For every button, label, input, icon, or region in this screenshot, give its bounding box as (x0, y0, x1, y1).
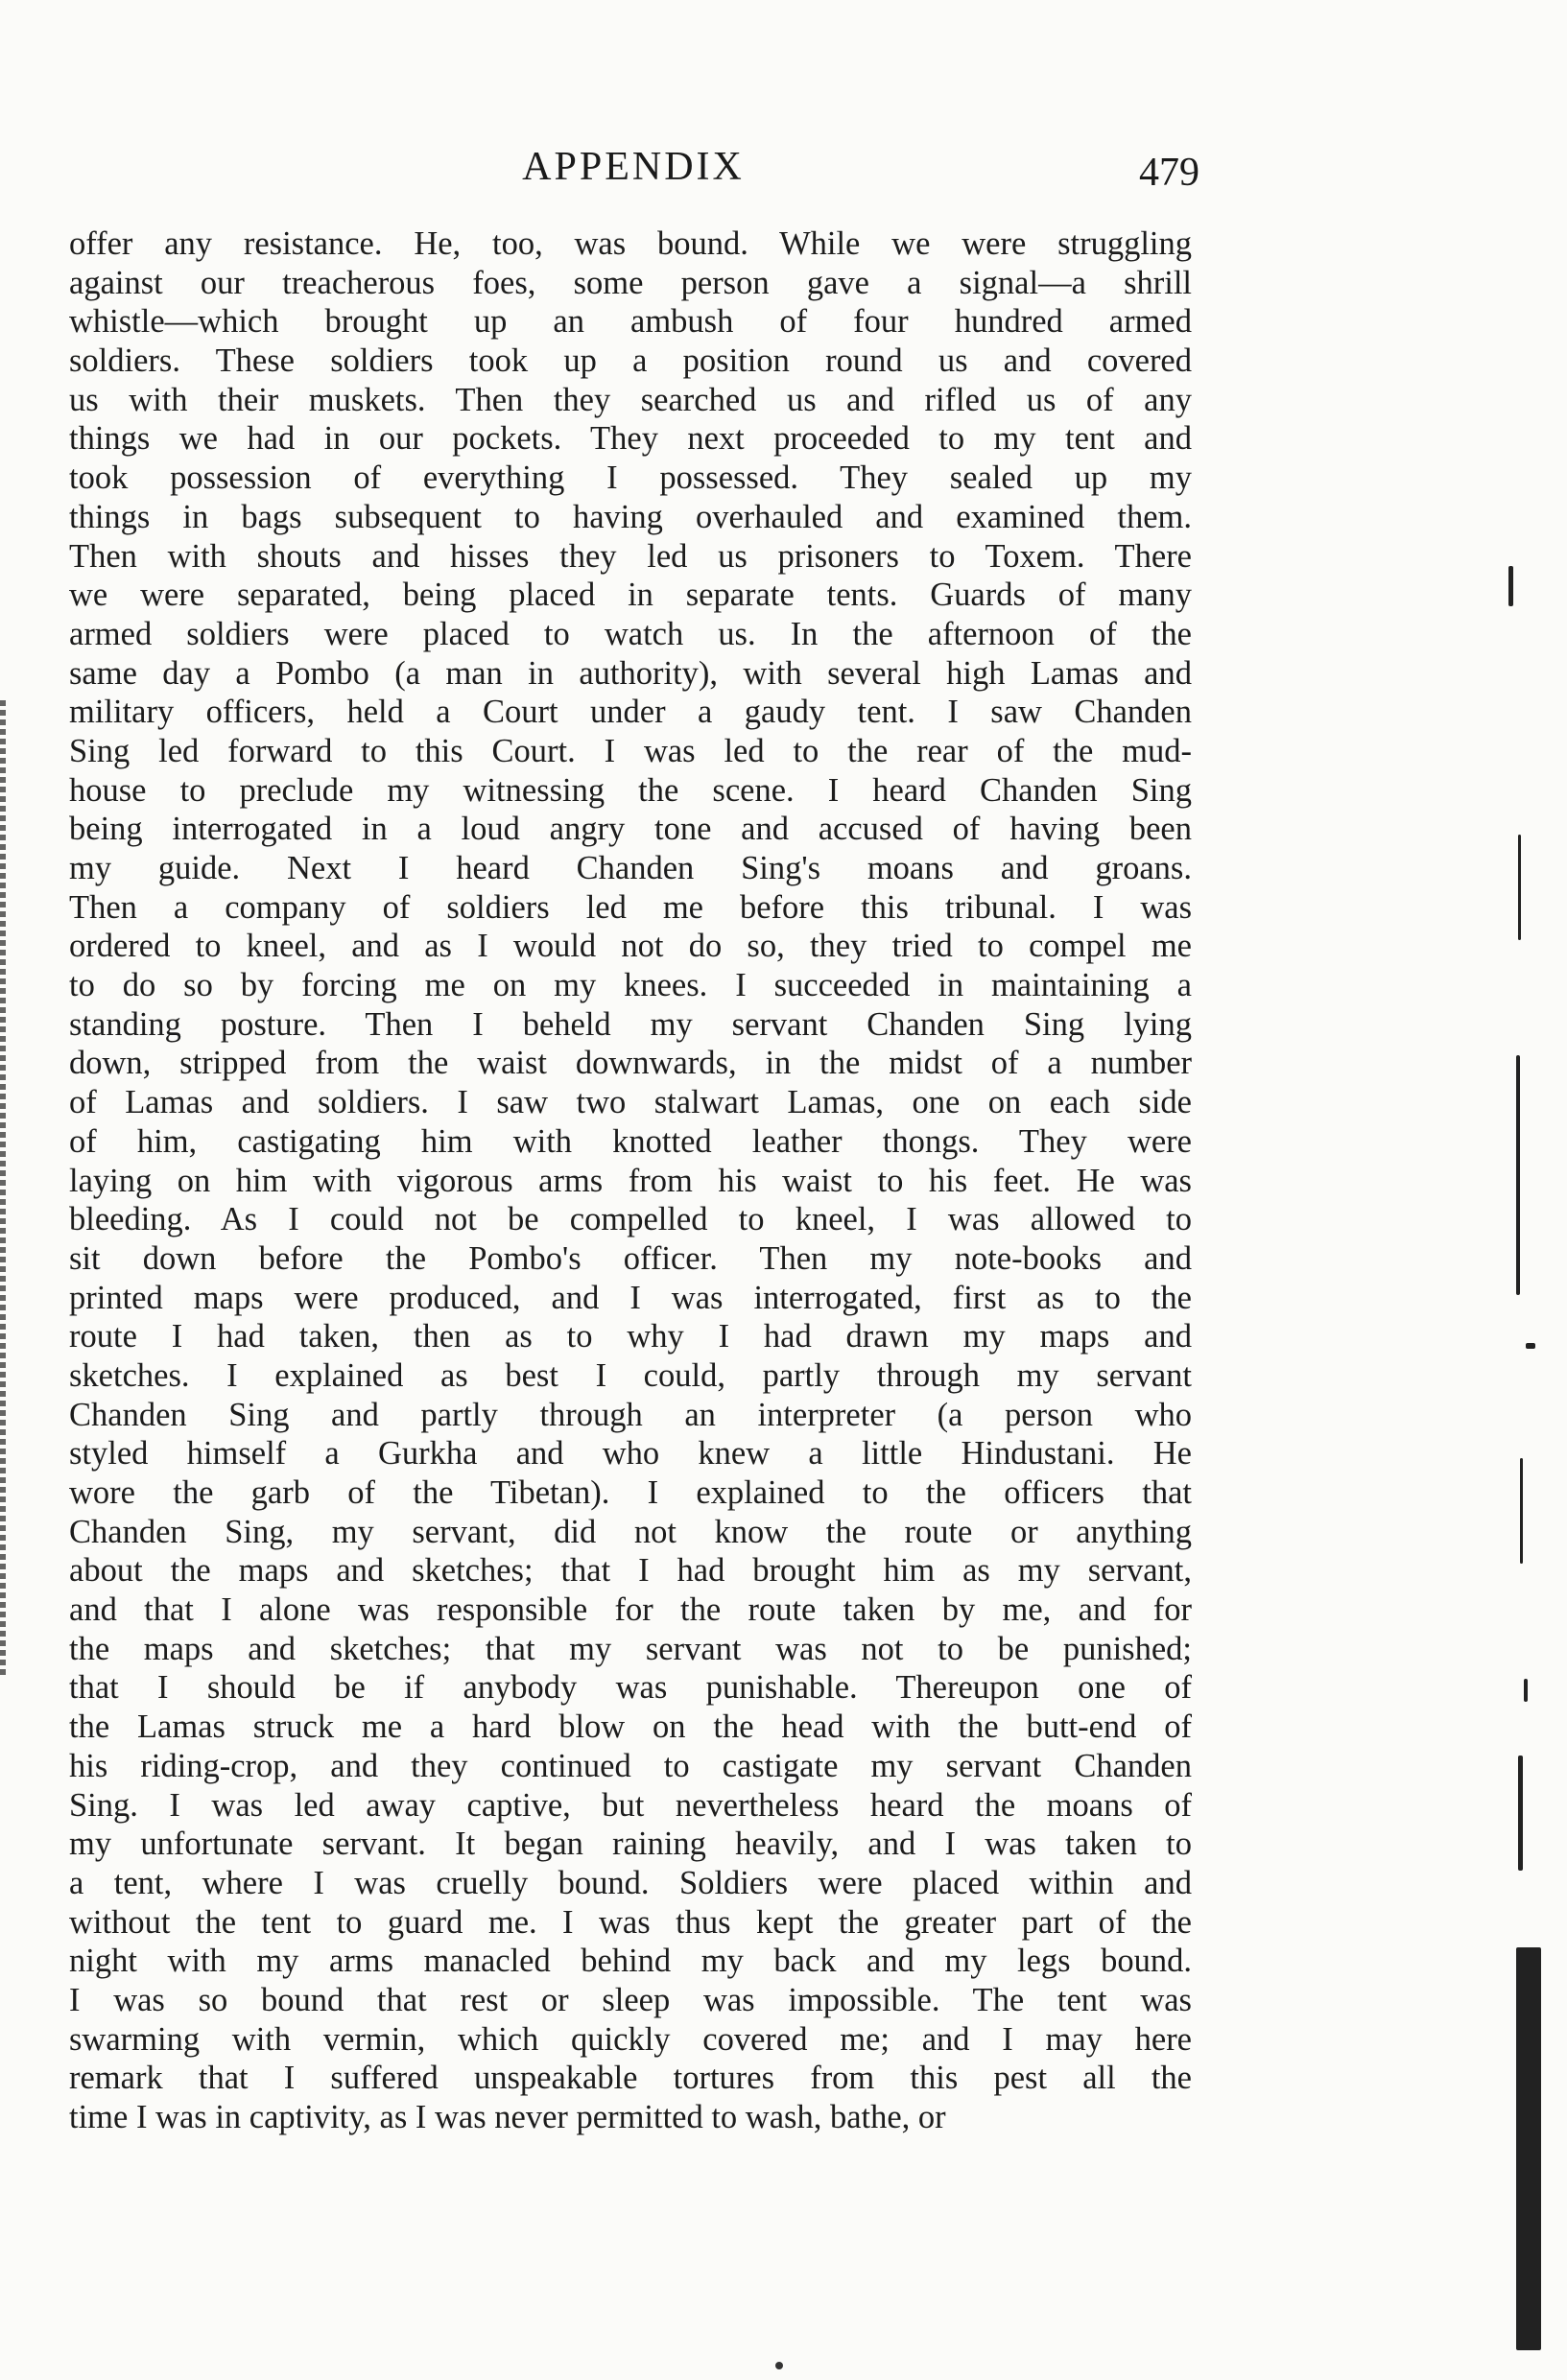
text-line: being interrogated in a loud angry tone and accused of having been (69, 811, 1192, 848)
text-line: to do so by forcing me on my knees. I succeeded in maintaining a (69, 967, 1192, 1004)
text-line: about the maps and sketches; that I had brought him as my servant, (69, 1552, 1192, 1590)
text-line: I was so bound that rest or sleep was impossible. The tent was (69, 1981, 1192, 2018)
margin-mark (1516, 1055, 1520, 1295)
text-line: whistle—which brought up an ambush of four hundred armed (69, 303, 1192, 341)
text-line: standing posture. Then I beheld my servant Chanden Sing lying (69, 1005, 1192, 1043)
text-line: wore the garb of the Tibetan). I explained to the officers that (69, 1474, 1192, 1511)
text-line: of Lamas and soldiers. I saw two stalwart Lamas, one on each side (69, 1084, 1192, 1121)
text-line: Sing led forward to this Court. I was led to the rear of the mud- (69, 732, 1192, 769)
text-line: of him, castigating him with knotted leather thongs. They were (69, 1122, 1192, 1160)
margin-mark (1524, 1679, 1528, 1702)
text-line: military officers, held a Court under a gaudy tent. I saw Chanden (69, 694, 1192, 731)
text-line: Chanden Sing, my servant, did not know the route or anything (69, 1513, 1192, 1550)
page-number: 479 (1139, 151, 1199, 195)
running-head: APPENDIX (522, 145, 745, 189)
binding-shadow (0, 700, 6, 1679)
text-line: Sing. I was led away captive, but nevertheless heard the moans of (69, 1786, 1192, 1824)
text-line: route I had taken, then as to why I had drawn my maps and (69, 1318, 1192, 1355)
text-line: and that I alone was responsible for the route taken by me, and for (69, 1591, 1192, 1629)
text-line: ordered to kneel, and as I would not do so, they tried to compel me (69, 928, 1192, 965)
text-line: Chanden Sing and partly through an interpreter (a person who (69, 1396, 1192, 1433)
margin-mark (1526, 1343, 1535, 1349)
text-line: down, stripped from the waist downwards, in the midst of a number (69, 1045, 1192, 1082)
text-line: remark that I suffered unspeakable tortures from this pest all the (69, 2060, 1192, 2097)
text-line: offer any resistance. He, too, was bound. While we were struggling (69, 225, 1192, 262)
text-line: without the tent to guard me. I was thus kept the greater part of the (69, 1903, 1192, 1941)
text-line: swarming with vermin, which quickly covered me; and I may here (69, 2020, 1192, 2058)
text-line: that I should be if anybody was punishable. Thereupon one of (69, 1669, 1192, 1707)
text-line: took possession of everything I possessed. They sealed up my (69, 460, 1192, 497)
margin-mark (1518, 835, 1521, 940)
text-line: the maps and sketches; that my servant was not to be punished; (69, 1630, 1192, 1667)
text-line: we were separated, being placed in separate tents. Guards of many (69, 577, 1192, 614)
margin-mark (1518, 1756, 1523, 1871)
text-line: styled himself a Gurkha and who knew a little Hindustani. He (69, 1435, 1192, 1473)
text-line: things we had in our pockets. They next proceeded to my tent and (69, 420, 1192, 458)
text-line: time I was in captivity, as I was never permitted to wash, bathe, or (69, 2099, 946, 2135)
text-line: sit down before the Pombo's officer. Then my note-books and (69, 1239, 1192, 1277)
text-line: printed maps were produced, and I was interrogated, first as to the (69, 1279, 1192, 1316)
margin-mark (1508, 566, 1513, 606)
text-line: the Lamas struck me a hard blow on the head with the butt-end of (69, 1708, 1192, 1746)
text-line: his riding-crop, and they continued to castigate my servant Chanden (69, 1747, 1192, 1784)
margin-mark (1520, 1458, 1523, 1564)
body-text (69, 224, 1192, 2137)
text-line: same day a Pombo (a man in authority), with several high Lamas and (69, 654, 1192, 692)
page-header (67, 144, 1199, 201)
text-line: sketches. I explained as best I could, partly through my servant (69, 1356, 1192, 1394)
text-line: us with their muskets. Then they searched us and rifled us of any (69, 381, 1192, 418)
text-line: Then a company of soldiers led me before this tribunal. I was (69, 888, 1192, 926)
text-line: against our treacherous foes, some person gave a signal—a shrill (69, 264, 1192, 301)
ink-dot (775, 2362, 783, 2369)
text-line: laying on him with vigorous arms from his waist to his feet. He was (69, 1162, 1192, 1199)
margin-mark (1516, 1947, 1541, 2350)
text-line: my guide. Next I heard Chanden Sing's moans and groans. (69, 850, 1192, 886)
text-line: my unfortunate servant. It began raining heavily, and I was taken to (69, 1826, 1192, 1863)
text-line: bleeding. As I could not be compelled to kneel, I was allowed to (69, 1201, 1192, 1238)
text-line: house to preclude my witnessing the scene. I heard Chanden Sing (69, 771, 1192, 809)
text-line: Then with shouts and hisses they led us prisoners to Toxem. There (69, 537, 1192, 575)
text-line: soldiers. These soldiers took up a position round us and covered (69, 342, 1192, 380)
text-line: a tent, where I was cruelly bound. Soldiers were placed within and (69, 1864, 1192, 1901)
text-line: armed soldiers were placed to watch us. In the afternoon of the (69, 615, 1192, 652)
text-line: night with my arms manacled behind my back and my legs bound. (69, 1943, 1192, 1980)
text-line: things in bags subsequent to having overhauled and examined them. (69, 498, 1192, 535)
